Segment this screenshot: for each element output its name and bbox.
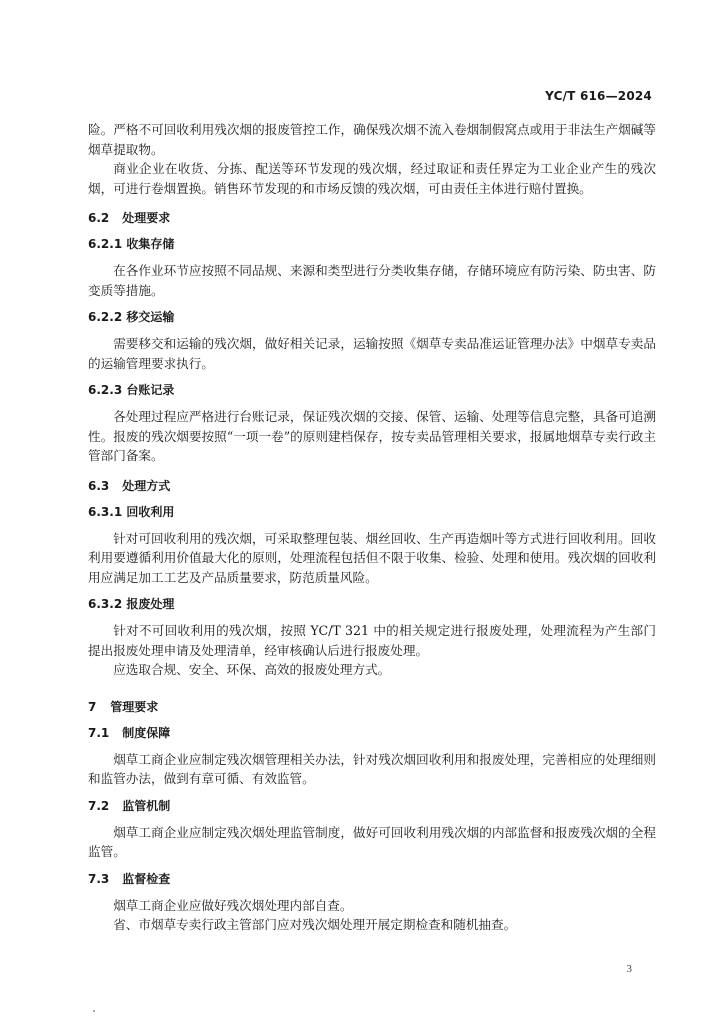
- paragraph: 需要移交和运输的残次烟，做好相关记录，运输按照《烟草专卖品准运证管理办法》中烟草专卖品的运输管理要求执行。: [88, 336, 656, 371]
- page-content: [88, 120, 656, 935]
- paragraph: 针对不可回收利用的残次烟，按照 YC/T 321 中的相关规定进行报废处理，处理流程为产生部门提出报废处理申请及处理清单，经审核确认后进行报废处理。: [88, 623, 656, 658]
- standard-number-header: YC/T 616—2024: [545, 89, 652, 103]
- paragraph: 针对可回收利用的残次烟，可采取整理包装、烟丝回收、生产再造烟叶等方式进行回收利用。回收利用要遵循利用价值最大化的原则，处理流程包括但不限于收集、检验、处理和使用。残次烟的回收利用应满足加工工艺及产品质量要求，防范质量风险。: [88, 530, 656, 585]
- paragraph: 在各作业环节应按照不同品规、来源和类型进行分类收集存储，存储环境应有防污染、防虫害、防变质等措施。: [88, 263, 656, 298]
- scan-speck: [93, 1010, 95, 1012]
- section-heading-6-2-3: 6.2.3 台账记录: [88, 383, 175, 397]
- section-heading-7: 7 管理要求: [88, 699, 159, 714]
- section-heading-7-1: 7.1 制度保障: [88, 725, 171, 740]
- section-heading-6-3-2: 6.3.2 报废处理: [88, 597, 175, 611]
- paragraph: 烟草工商企业应制定残次烟管理相关办法，针对残次烟回收利用和报废处理，完善相应的处理细则和监管办法，做到有章可循、有效监管。: [88, 751, 656, 786]
- page-number: 3: [626, 963, 632, 975]
- section-heading-6-2: 6.2 处理要求: [88, 211, 171, 225]
- section-heading-7-2: 7.2 监管机制: [88, 798, 171, 813]
- paragraph: 商业企业在收货、分拣、配送等环节发现的残次烟，经过取证和责任界定为工业企业产生的残次烟，可进行卷烟置换。销售环节发现的和市场反馈的残次烟，可由责任主体进行赔付置换。: [88, 161, 656, 196]
- continued-paragraph: 险。严格不可回收利用残次烟的报废管控工作，确保残次烟不流入卷烟制假窝点或用于非法生产烟碱等烟草提取物。: [88, 122, 656, 157]
- section-heading-6-2-1: 6.2.1 收集存储: [88, 237, 175, 251]
- paragraph: 烟草工商企业应制定残次烟处理监管制度，做好可回收利用残次烟的内部监督和报废残次烟的全程监管。: [88, 824, 656, 859]
- paragraph: 应选取合规、安全、环保、高效的报废处理方式。: [113, 662, 391, 677]
- section-heading-6-2-2: 6.2.2 移交运输: [88, 310, 175, 324]
- paragraph: 各处理过程应严格进行台账记录，保证残次烟的交接、保管、运输、处理等信息完整，具备可追溯性。报废的残次烟要按照“一项一卷”的原则建档保存，按专卖品管理相关要求，报属地烟草专卖行政主管部门备案。: [88, 409, 656, 463]
- section-heading-6-3: 6.3 处理方式: [88, 478, 171, 493]
- paragraph: 省、市烟草专卖行政主管部门应对残次烟处理开展定期检查和随机抽查。: [113, 917, 517, 932]
- paragraph: 烟草工商企业应做好残次烟处理内部自查。: [113, 897, 353, 913]
- section-heading-6-3-1: 6.3.1 回收利用: [88, 504, 175, 519]
- section-heading-7-3: 7.3 监督检查: [88, 871, 171, 886]
